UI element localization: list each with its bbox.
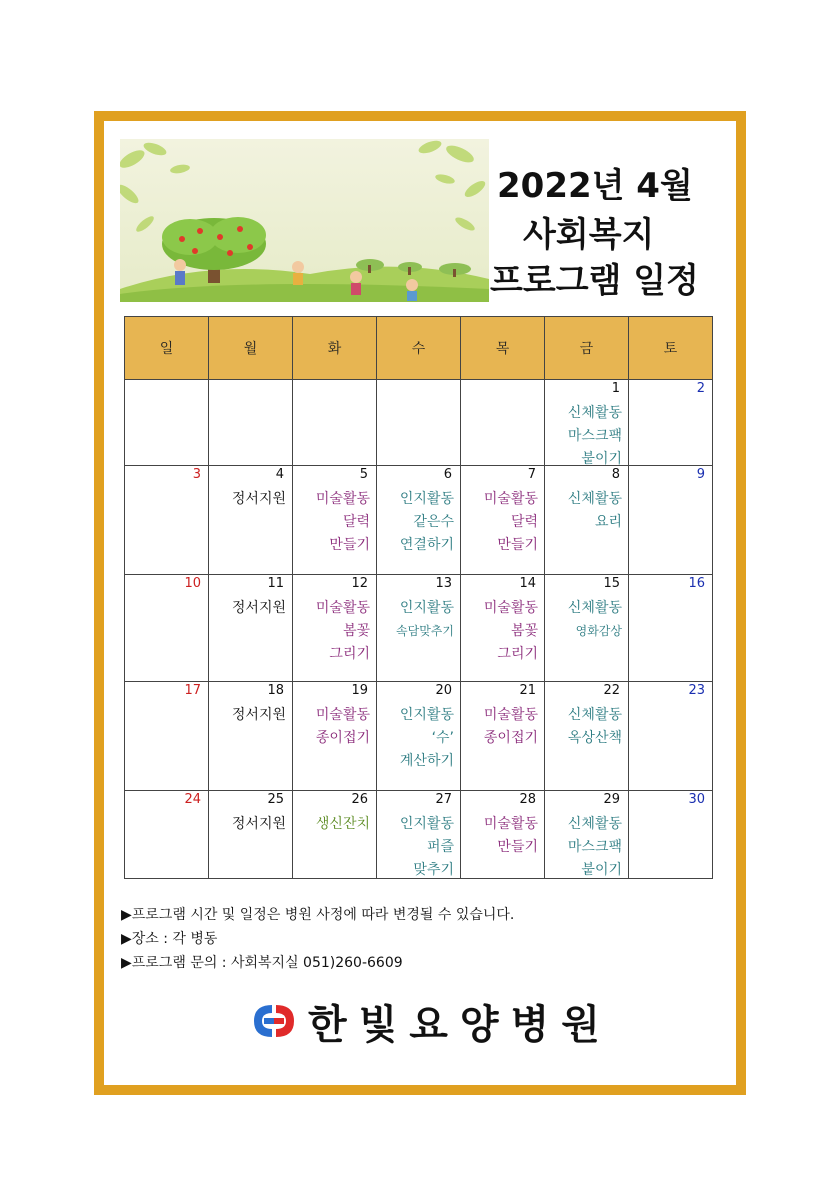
calendar-week-row [125,575,713,682]
calendar-day-cell [377,791,461,879]
calendar-day-cell [209,380,293,466]
activity-list [316,488,370,557]
calendar-day-cell [461,682,545,791]
activity-line: 신체활동 [567,405,622,421]
calendar-day-cell [461,466,545,575]
activity-list [232,488,286,511]
day-number: 20 [435,683,452,698]
day-number: 1 [611,381,620,396]
calendar-day-cell [461,575,545,682]
activity-list [484,813,538,859]
activity-line: 달력 [342,514,370,530]
hospital-logo [250,998,612,1048]
activity-list [568,813,622,882]
calendar-day-cell [125,682,209,791]
activity-list [396,597,454,643]
activity-line: 연결하기 [399,537,454,553]
activity-list [484,597,538,666]
day-number: 21 [519,683,536,698]
day-number: 13 [435,576,452,591]
hospital-logo-icon [250,1001,298,1041]
activity-line: 만들기 [497,537,538,553]
day-number: 23 [688,683,705,698]
activity-line: 마스크팩 [567,839,622,855]
day-number: 16 [688,576,705,591]
calendar-day-cell [461,380,545,466]
calendar-day-cell [545,466,629,575]
activity-line: 요리 [594,514,622,530]
activity-list [316,813,370,836]
day-number: 14 [519,576,536,591]
activity-line: 미술활동 [483,707,538,723]
calendar-day-cell [125,466,209,575]
calendar-day-cell [629,575,713,682]
calendar-day-cell [293,380,377,466]
activity-line: 인지활동 [399,707,454,723]
weekday-thu: 목 [461,317,545,380]
calendar-day-cell [125,575,209,682]
day-number: 17 [184,683,201,698]
activity-line: 미술활동 [483,816,538,832]
day-number: 30 [688,792,705,807]
hospital-name: 한빛요양병원 [308,1001,612,1048]
activity-line: 인지활동 [399,816,454,832]
day-number: 3 [192,467,201,482]
weekday-tue: 화 [293,317,377,380]
weekday-sat: 토 [629,317,713,380]
activity-line: 정서지원 [231,491,286,507]
activity-line: 정서지원 [231,600,286,616]
calendar-day-cell [293,682,377,791]
activity-line: 같은수 [413,514,454,530]
calendar-day-cell [629,791,713,879]
activity-list [568,402,622,471]
activity-line: 인지활동 [399,600,454,616]
activity-line: 신체활동 [567,600,622,616]
calendar-day-cell [293,466,377,575]
day-number: 4 [275,467,284,482]
calendar-day-cell [209,791,293,879]
day-number: 29 [603,792,620,807]
activity-list [568,597,622,643]
notes-section [121,903,514,975]
activity-line: 인지활동 [399,491,454,507]
activity-line: 미술활동 [483,491,538,507]
calendar-day-cell [461,791,545,879]
calendar-day-cell [377,466,461,575]
activity-line: 미술활동 [315,707,370,723]
calendar-day-cell [125,380,209,466]
calendar-day-cell [209,466,293,575]
activity-list [568,488,622,534]
day-number: 24 [184,792,201,807]
day-number: 12 [351,576,368,591]
calendar-day-cell [629,380,713,466]
activity-list [316,597,370,666]
activity-line: 신체활동 [567,707,622,723]
activity-list [568,704,622,750]
activity-line: 신체활동 [567,491,622,507]
activity-list [232,704,286,727]
calendar-day-cell [377,682,461,791]
activity-line: 정서지원 [231,816,286,832]
weekday-sun: 일 [125,317,209,380]
calendar-day-cell [377,380,461,466]
activity-list [484,488,538,557]
day-number: 19 [351,683,368,698]
activity-line: 만들기 [497,839,538,855]
calendar-day-cell [377,575,461,682]
activity-line: 신체활동 [567,816,622,832]
day-number: 25 [267,792,284,807]
activity-list [232,597,286,620]
day-number: 9 [696,467,705,482]
calendar-week-row [125,380,713,466]
activity-line: 달력 [510,514,538,530]
title-category: 사회복지 [523,215,655,255]
calendar-day-cell [293,791,377,879]
activity-line: 속담맞추기 [396,624,454,638]
note-schedule-change: ▶프로그램 시간 및 일정은 병원 사정에 따라 변경될 수 있습니다. [121,907,515,923]
day-number: 11 [267,576,284,591]
activity-line: 계산하기 [399,753,454,769]
day-number: 5 [359,467,368,482]
activity-line: 영화감상 [575,624,622,638]
calendar-day-cell [545,791,629,879]
calendar-day-cell [629,466,713,575]
calendar-table [124,316,713,879]
activity-line: 정서지원 [231,707,286,723]
activity-list [316,704,370,750]
day-number: 10 [184,576,201,591]
day-number: 15 [603,576,620,591]
day-number: 26 [351,792,368,807]
day-number: 2 [696,381,705,396]
activity-list [232,813,286,836]
activity-line: 그리기 [497,646,538,662]
activity-line: 맞추기 [413,862,454,878]
activity-line: 미술활동 [483,600,538,616]
activity-list [400,704,454,773]
day-number: 18 [267,683,284,698]
calendar-day-cell [545,380,629,466]
note-contact: ▶프로그램 문의 : 사회복지실 051)260-6609 [121,955,403,971]
day-number: 6 [443,467,452,482]
calendar-day-cell [209,575,293,682]
activity-line: 종이접기 [315,730,370,746]
day-number: 28 [519,792,536,807]
calendar-week-row [125,791,713,879]
activity-line: 붙이기 [581,451,622,467]
calendar-day-cell [545,682,629,791]
calendar-day-cell [125,791,209,879]
title-month: 2022년 4월 [497,166,693,206]
weekday-wed: 수 [377,317,461,380]
day-number: 27 [435,792,452,807]
activity-list [400,813,454,882]
calendar-day-cell [209,682,293,791]
activity-line: 그리기 [329,646,370,662]
day-number: 22 [603,683,620,698]
activity-line: 마스크팩 [567,428,622,444]
activity-line: 봄꽃 [342,623,370,639]
calendar-day-cell [545,575,629,682]
day-number: 8 [611,467,620,482]
activity-line: 생신잔치 [315,816,370,832]
spring-tree-illustration [120,139,489,302]
weekday-header-row [125,317,713,380]
activity-line: 종이접기 [483,730,538,746]
activity-line: 봄꽃 [510,623,538,639]
activity-line: 만들기 [329,537,370,553]
activity-line: ‘수’ [431,730,454,746]
activity-list [484,704,538,750]
activity-line: 미술활동 [315,600,370,616]
activity-line: 옥상산책 [567,730,622,746]
calendar-day-cell [629,682,713,791]
calendar-week-row [125,682,713,791]
activity-line: 붙이기 [581,862,622,878]
weekday-fri: 금 [545,317,629,380]
activity-line: 미술활동 [315,491,370,507]
activity-line: 퍼즐 [426,839,454,855]
activity-list [400,488,454,557]
note-location: ▶장소 : 각 병동 [121,931,218,947]
title-schedule: 프로그램 일정 [490,261,699,301]
weekday-mon: 월 [209,317,293,380]
calendar-day-cell [293,575,377,682]
calendar-week-row [125,466,713,575]
day-number: 7 [527,467,536,482]
